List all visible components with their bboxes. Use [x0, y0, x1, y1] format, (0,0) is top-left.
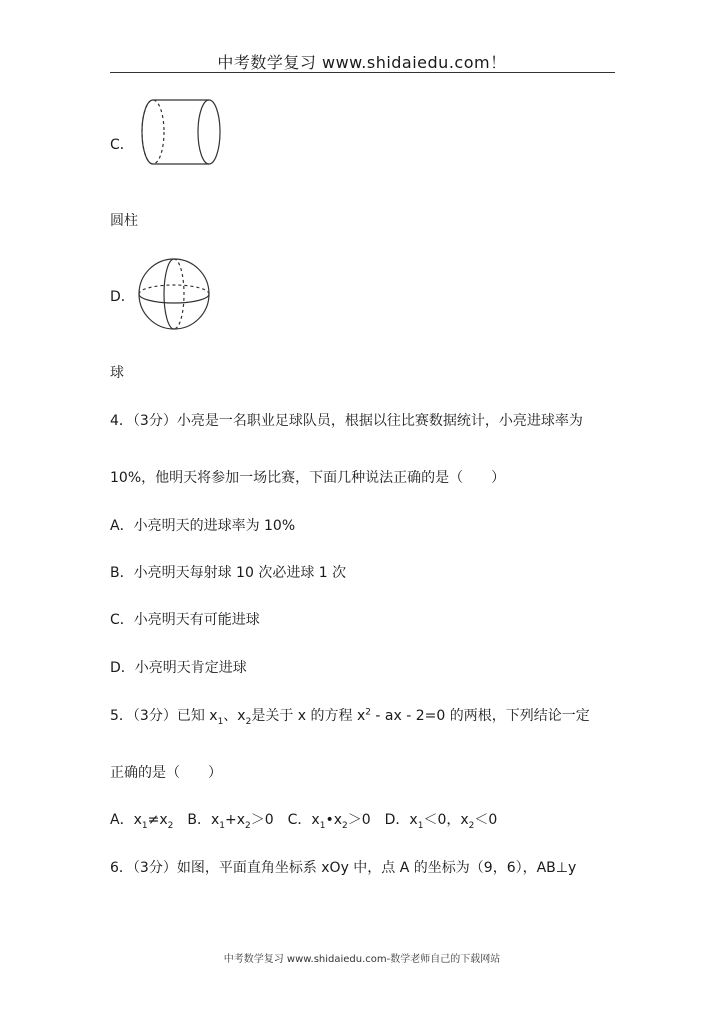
sphere-equator-front: [139, 294, 209, 303]
q5-option-b: B．$x_1+x_2>0$: [173, 812, 288, 831]
page-footer: 中考数学复习 www.shidaiedu.com-数学老师自己的下载网站: [223, 954, 501, 965]
option-d-caption: 球: [110, 365, 124, 381]
q4-option-d: D．小亮明天肯定进球: [110, 660, 247, 676]
q5-options: [110, 809, 497, 831]
q4-stem-line1: 4．（3分）小亮是一名职业足球队员，根据以往比赛数据统计，小亮进球率为: [110, 413, 583, 429]
sphere-meridian-back: [174, 259, 184, 329]
sphere-meridian-front: [164, 259, 174, 329]
cylinder-figure: [136, 96, 224, 168]
q4-stem-line2: 10%，他明天将参加一场比赛，下面几种说法正确的是（ ）: [110, 470, 506, 486]
option-c-label: C．: [110, 137, 134, 153]
q5-option-d: D．$x_1<0$，$x_2<0$: [384, 812, 498, 831]
q4-option-c: C．小亮明天有可能进球: [110, 612, 260, 628]
sphere-equator-back: [139, 285, 209, 294]
q5-stem-line2: 正确的是（ ）: [110, 765, 222, 781]
q5-option-c: C．$x_1•x_2>0$: [287, 812, 385, 831]
q4-option-a: A．小亮明天的进球率为 10%: [110, 518, 296, 534]
q5-option-a: A．$x_1\ne x_2$: [110, 812, 174, 831]
sphere-figure: [136, 256, 212, 332]
q4-option-b: B．小亮明天每射球 10 次必进球 1 次: [110, 565, 347, 581]
option-c-caption: 圆柱: [110, 213, 138, 229]
q6-stem-line1: 6．（3分）如图，平面直角坐标系 xOy 中，点 A 的坐标为（9，6），AB⊥y: [110, 860, 577, 876]
cylinder-left-visible-arc: [142, 100, 153, 164]
sphere-outline: [139, 259, 209, 329]
header-divider: [110, 72, 615, 73]
q5-stem-line1: 5．（3分）已知 $x_1$、$x_2$是关于 x 的方程 $x^2$ - ax - 2=0 的两根，下列结论一定: [110, 707, 590, 727]
cylinder-right-base: [198, 100, 220, 164]
option-d-label: D．: [110, 289, 135, 305]
page-header-title: 中考数学复习 www.shidaiedu.com！: [217, 53, 507, 72]
